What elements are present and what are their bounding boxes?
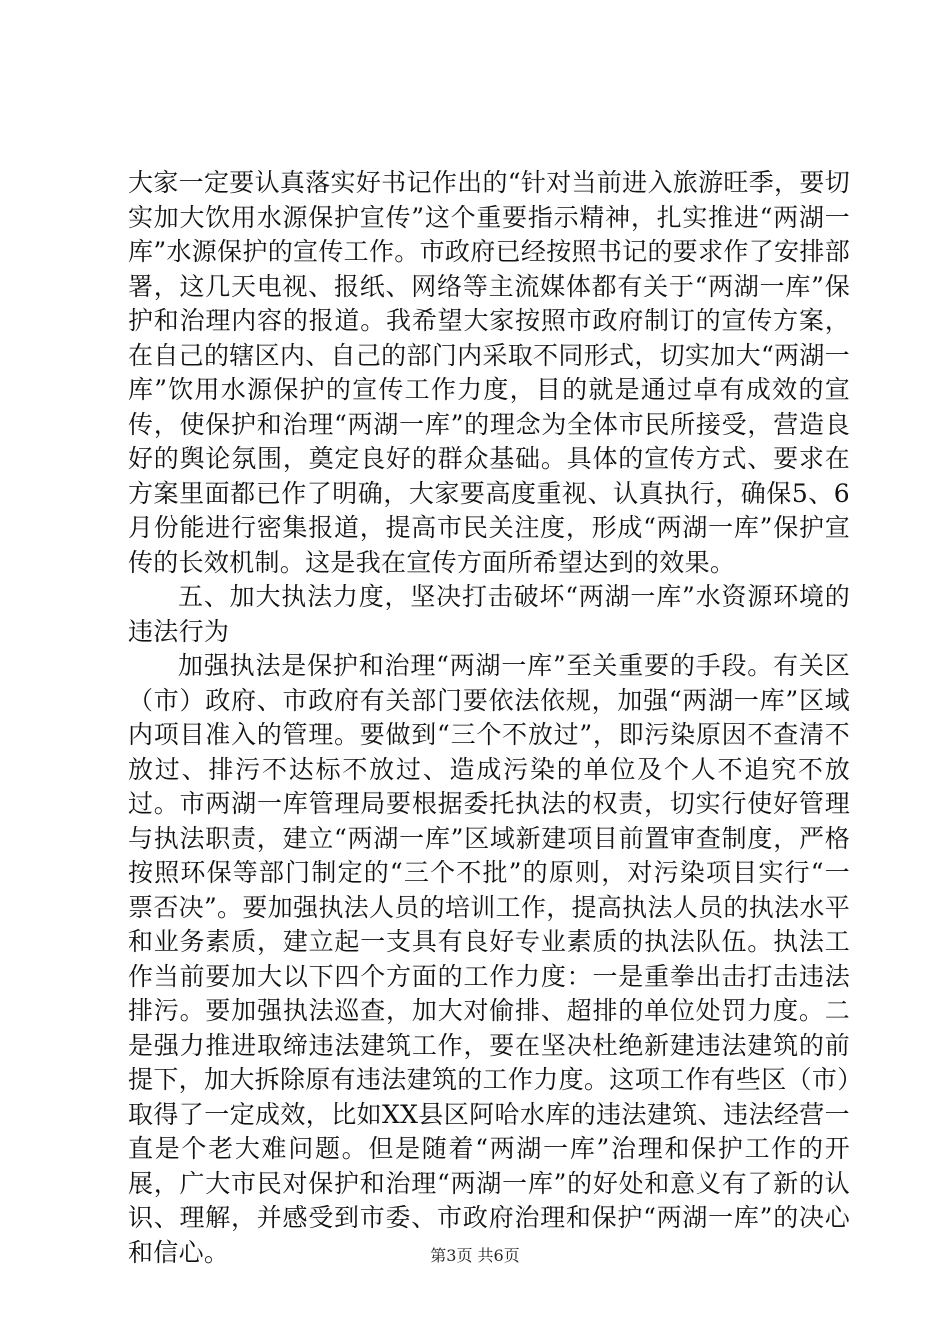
- section-heading-5: 五、加大执法力度，坚决打击破坏“两湖一库”水资源环境的违法行为: [128, 582, 850, 646]
- paragraph-2: 加强执法是保护和治理“两湖一库”至关重要的手段。有关区（市）政府、市政府有关部门要依法依规，加强“两湖一库”区域内项目准入的管理。要做到“三个不放过”，即污染原因不查清不放过、排污不达标不放过、造成污染的单位及个人不追究不放过。市两湖一库管理局要根据委托执法的权责，切实行使好管理与执法职责，建立“两湖一库”区域新建项目前置审查制度，严格按照环保等部门制定的“三个不批”的原则，对污染项目实行“一票否决”。要加强执法人员的培训工作，提高执法人员的执法水平和业务素质，建立起一支具有良好专业素质的执法队伍。执法工作当前要加大以下四个方面的工作力度：一是重拳出击打击违法排污。要加强执法巡查，加大对偷排、超排的单位处罚力度。二是强力推进取缔违法建筑工作，要在坚决杜绝新建违法建筑的前提下，加大拆除原有违法建筑的工作力度。这项工作有些区（市）取得了一定成效，比如XX县区阿哈水库的违法建筑、违法经营一直是个老大难问题。但是随着“两湖一库”治理和保护工作的开展，广大市民对保护和治理“两湖一库”的好处和意义有了新的认识、理解，并感受到市委、市政府治理和保护“两湖一库”的决心和信心。: [128, 651, 850, 1267]
- paragraph-1: 大家一定要认真落实好书记作出的“针对当前进入旅游旺季，要切实加大饮用水源保护宣传”这个重要指示精神，扎实推进“两湖一库”水源保护的宣传工作。市政府已经按照书记的要求作了安排部署，这几天电视、报纸、网络等主流媒体都有关于“两湖一库”保护和治理内容的报道。我希望大家按照市政府制订的宣传方案，在自己的辖区内、自己的部门内采取不同形式，切实加大“两湖一库”饮用水源保护的宣传工作力度，目的就是通过卓有成效的宣传，使保护和治理“两湖一库”的理念为全体市民所接受，营造良好的舆论氛围，奠定良好的群众基础。具体的宣传方式、要求在方案里面都已作了明确，大家要高度重视、认真执行，确保5、6月份能进行密集报道，提高市民关注度，形成“两湖一库”保护宣传的长效机制。这是我在宣传方面所希望达到的效果。: [128, 168, 850, 577]
- page-footer: 第3页 共6页: [430, 1246, 520, 1265]
- document-body: [128, 166, 850, 1270]
